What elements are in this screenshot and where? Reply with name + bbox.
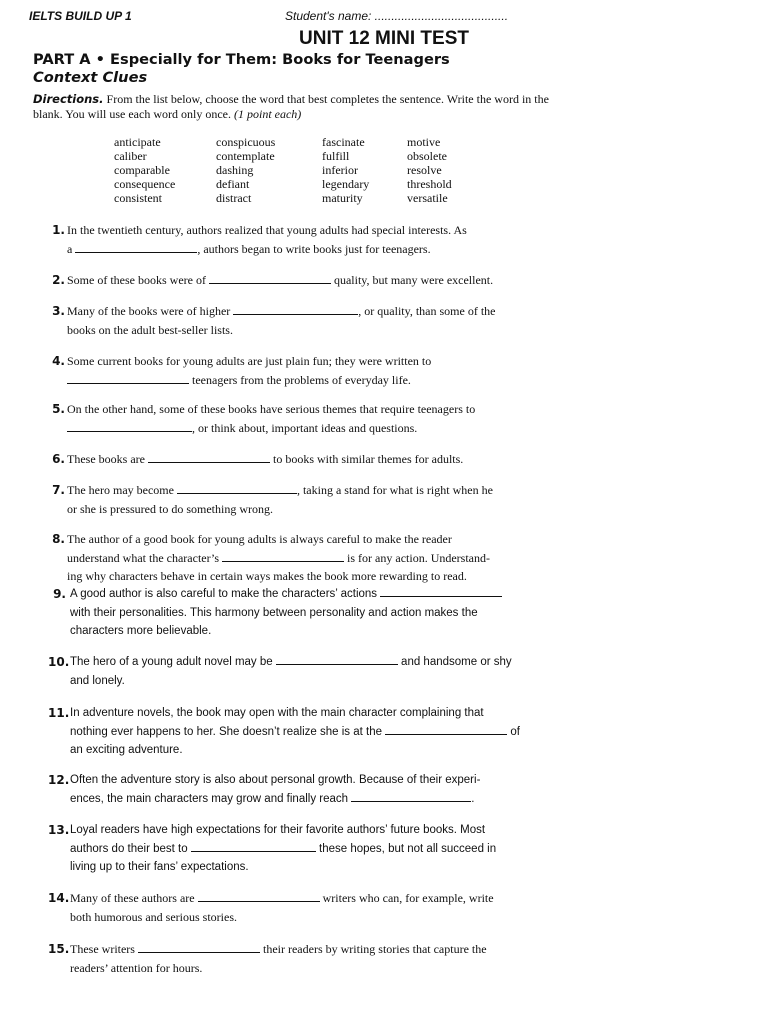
question-number: 7. — [52, 483, 65, 497]
question-text: , taking a stand for what is right when he — [296, 483, 493, 497]
question-number: 15. — [48, 942, 70, 956]
question-text: These writers — [70, 942, 138, 956]
question-14 — [48, 889, 568, 926]
answer-blank[interactable] — [191, 840, 316, 852]
question-text: teenagers from the problems of everyday life. — [189, 372, 411, 387]
question-text: , authors began to write books just for teenagers. — [197, 241, 431, 256]
question-text: Many of the books were of higher — [67, 304, 234, 318]
word-bank-item: dashing — [216, 163, 254, 177]
word-bank-item: motive — [407, 135, 441, 149]
question-text: living up to their fans’ expectations. — [70, 861, 249, 873]
question-text: The author of a good book for young adults is always careful to make the reader — [67, 532, 452, 546]
question-text: authors do their best to — [70, 842, 191, 855]
question-text: Many of these authors are — [70, 891, 198, 905]
question-text: quality, but many were excellent. — [330, 273, 494, 287]
word-bank — [114, 135, 497, 205]
directions-label: Directions. — [33, 92, 104, 106]
answer-blank[interactable] — [385, 723, 507, 735]
question-text: to books with similar themes for adults. — [269, 452, 464, 466]
question-4 — [45, 352, 565, 389]
answer-blank[interactable] — [67, 420, 192, 432]
word-bank-item: versatile — [407, 191, 448, 205]
answer-blank[interactable] — [233, 303, 358, 315]
part-heading: PART A • Especially for Them: Books for Teenagers — [33, 51, 450, 68]
word-bank-item: resolve — [407, 163, 442, 177]
question-text: with their personalities. This harmony between personality and action makes the — [70, 606, 478, 619]
question-7 — [45, 481, 565, 518]
word-bank-item: distract — [216, 191, 252, 205]
answer-blank[interactable] — [222, 550, 344, 562]
question-2 — [45, 271, 565, 290]
question-number: 6. — [52, 452, 65, 466]
word-bank-column — [322, 135, 407, 205]
question-number: 2. — [52, 273, 65, 287]
answer-blank[interactable] — [67, 372, 189, 384]
question-number: 5. — [52, 402, 65, 416]
question-9 — [48, 585, 568, 641]
word-bank-item: threshold — [407, 177, 452, 191]
answer-blank[interactable] — [276, 653, 398, 665]
word-bank-item: inferior — [322, 163, 358, 177]
question-13 — [48, 821, 568, 877]
word-bank-item: maturity — [322, 191, 363, 205]
question-text: nothing ever happens to her. She doesn’t realize she is at the — [70, 725, 386, 738]
question-number: 4. — [52, 354, 65, 368]
student-name-field[interactable]: Student's name: ........................................ — [285, 9, 509, 23]
question-text: an exciting adventure. — [70, 744, 183, 756]
question-number: 14. — [48, 891, 70, 905]
question-text: books on the adult best-seller lists. — [67, 322, 233, 337]
question-text: or she is pressured to do something wrong. — [67, 501, 273, 516]
question-number: 8. — [52, 532, 65, 546]
question-text: ing why characters behave in certain ways makes the book more rewarding to read. — [67, 569, 467, 583]
question-text: Some of these books were of — [67, 273, 209, 287]
question-number: 13. — [48, 823, 70, 837]
question-text: Some current books for young adults are just plain fun; they were written to — [67, 354, 432, 368]
question-text: A good author is also careful to make the characters’ actions — [70, 588, 381, 600]
answer-blank[interactable] — [209, 272, 331, 284]
question-text: In the twentieth century, authors realized that young adults had special interests. As — [67, 223, 467, 237]
part-subheading: Context Clues — [33, 69, 148, 86]
word-bank-item: contemplate — [216, 149, 275, 163]
word-bank-item: legendary — [322, 177, 370, 191]
question-15 — [48, 940, 568, 977]
answer-blank[interactable] — [148, 451, 270, 463]
question-number: 3. — [52, 304, 65, 318]
question-10 — [48, 653, 568, 690]
question-8 — [45, 530, 565, 586]
question-number: 11. — [48, 706, 70, 720]
question-text: , or quality, than some of the — [358, 304, 496, 318]
word-bank-column — [216, 135, 322, 205]
word-bank-item: conspicuous — [216, 135, 276, 149]
question-text: is for any action. Understand- — [344, 550, 491, 565]
answer-blank[interactable] — [138, 941, 260, 953]
question-text: their readers by writing stories that capture the — [259, 942, 487, 956]
directions — [33, 92, 573, 122]
question-12 — [48, 771, 568, 808]
question-text: readers’ attention for hours. — [70, 960, 203, 975]
question-text: both humorous and serious stories. — [70, 909, 237, 924]
answer-blank[interactable] — [75, 241, 197, 253]
answer-blank[interactable] — [198, 890, 320, 902]
question-number: 10. — [48, 655, 70, 669]
question-text: , or think about, important ideas and questions. — [192, 420, 418, 435]
question-text: Often the adventure story is also about personal growth. Because of their experi- — [70, 774, 481, 786]
word-bank-item: fascinate — [322, 135, 365, 149]
answer-blank[interactable] — [351, 790, 471, 802]
answer-blank[interactable] — [177, 482, 297, 494]
course-label: IELTS BUILD UP 1 — [29, 9, 132, 23]
question-text: . — [471, 792, 475, 805]
question-text: In adventure novels, the book may open with the main character complaining that — [70, 707, 484, 719]
question-text: and lonely. — [70, 674, 125, 687]
question-3 — [45, 302, 565, 339]
page-title: UNIT 12 MINI TEST — [299, 28, 469, 49]
question-text: and handsome or shy — [397, 656, 512, 668]
question-text: The hero may become — [67, 483, 177, 497]
question-11 — [48, 704, 568, 760]
word-bank-item: caliber — [114, 149, 147, 163]
question-number: 1. — [52, 223, 65, 237]
question-text: These books are — [67, 452, 148, 466]
question-6 — [45, 450, 565, 469]
question-text: understand what the character’s — [67, 550, 223, 565]
answer-blank[interactable] — [380, 585, 502, 597]
word-bank-item: consistent — [114, 191, 162, 205]
question-text: characters more believable. — [70, 625, 212, 637]
question-text: ences, the main characters may grow and finally reach — [70, 792, 352, 805]
question-text: of — [507, 725, 520, 738]
word-bank-item: defiant — [216, 177, 250, 191]
word-bank-item: consequence — [114, 177, 176, 191]
directions-note: (1 point each) — [233, 107, 302, 121]
question-text: writers who can, for example, write — [319, 891, 494, 905]
question-number: 9. — [53, 587, 66, 601]
question-1 — [45, 221, 565, 258]
question-text: a — [67, 241, 76, 256]
word-bank-item: obsolete — [407, 149, 447, 163]
question-text: The hero of a young adult novel may be — [70, 656, 276, 668]
question-text: On the other hand, some of these books have serious themes that require teenagers to — [67, 402, 476, 416]
directions-text: From the list below, choose the word that best completes the sentence. Write the word in the blank. You will use each word only once. — [33, 92, 549, 121]
word-bank-column — [114, 135, 216, 205]
question-5 — [45, 400, 565, 437]
question-number: 12. — [48, 773, 70, 787]
word-bank-column — [407, 135, 497, 205]
word-bank-item: anticipate — [114, 135, 161, 149]
word-bank-item: fulfill — [322, 149, 350, 163]
word-bank-item: comparable — [114, 163, 170, 177]
question-text: Loyal readers have high expectations for their favorite authors’ future books. Most — [70, 824, 486, 836]
question-text: these hopes, but not all succeed in — [315, 842, 497, 855]
